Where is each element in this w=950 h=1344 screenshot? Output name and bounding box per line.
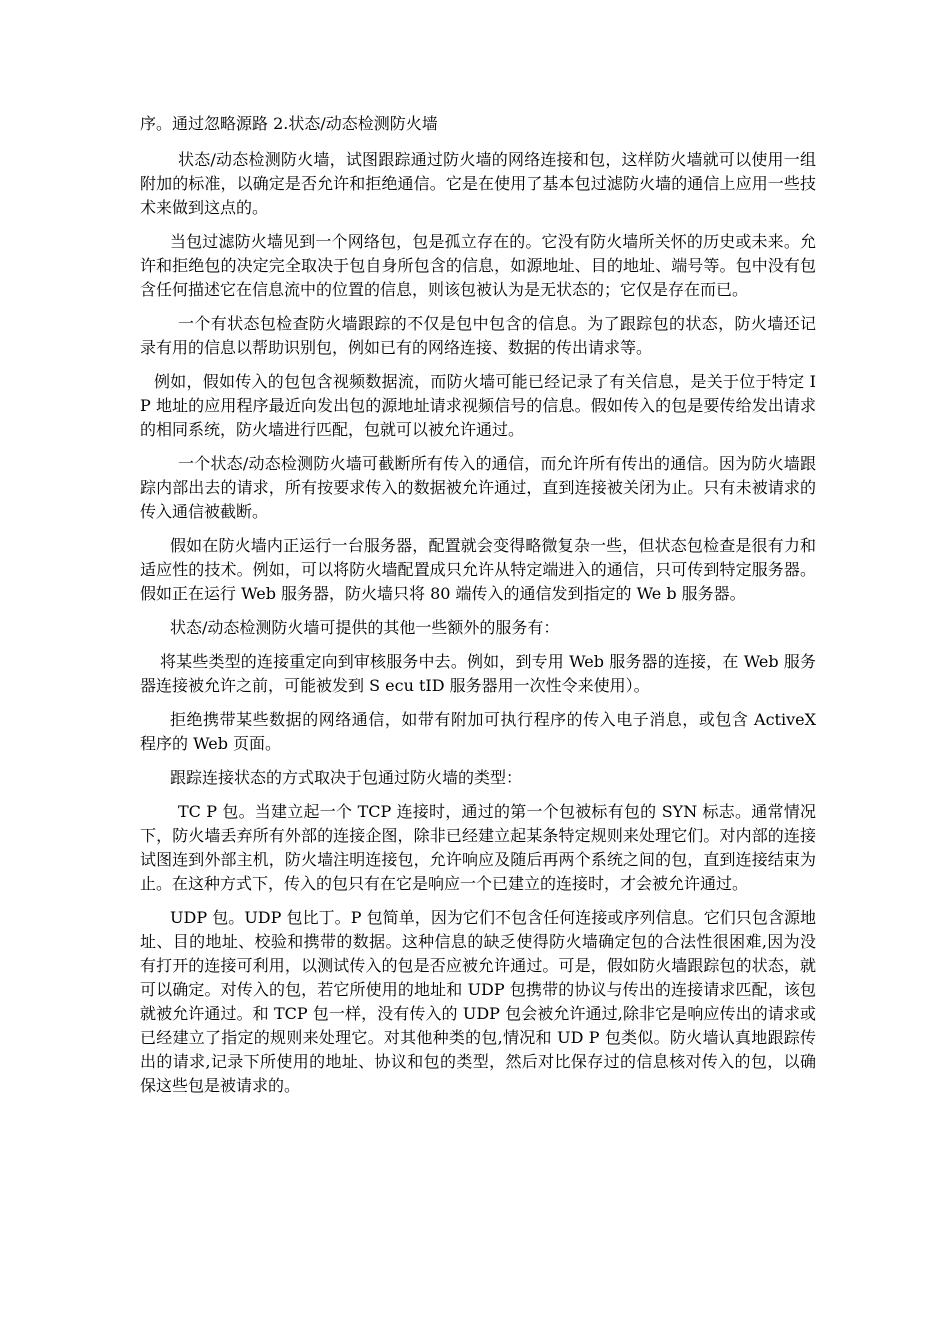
paragraph-reject-data: 拒绝携带某些数据的网络通信，如带有附加可执行程序的传入电子消息，或包含 ActiveX 程序的 Web 页面。 <box>140 710 816 753</box>
paragraph-udp-packets: UDP 包。UDP 包比丁。P 包简单，因为它们不包含任何连接或序列信息。它们只包含源地址、目的地址、校验和携带的数据。这种信息的缺乏使得防火墙确定包的合法性很困难,因为没有打开的连接可利用，以测试传入的包是否应被允许通过。可是，假如防火墙跟踪包的状态，就可以确定。对传入的包，若它所使用的地址和 UDP 包携带的协议与传出的连接请求匹配，该包就被允许通过。和 TCP 包一样，没有传入的 UDP 包会被允许通过,除非它是响应传出的请求或已经建立了指定的规则来处理它。对其他种类的包,情况和 UD P 包类似。防火墙认真地跟踪传出的请求,记录下所使用的地址、协议和包的类型，然后对比保存过的信息核对传入的包，以确保这些包是被请求的。 <box>140 908 816 1095</box>
paragraph-redirect-service: 将某些类型的连接重定向到审核服务中去。例如，到专用 Web 服务器的连接，在 Web 服务器连接被允许之前，可能被发到 S ecu tID 服务器用一次性令来使用）。 <box>140 652 816 695</box>
section-heading-line: 序。通过忽略源路 2.状态/动态检测防火墙 <box>140 114 438 133</box>
document-page <box>140 112 816 1108</box>
paragraph-stateful-tracking: 一个有状态包检查防火墙跟踪的不仅是包中包含的信息。为了跟踪包的状态，防火墙还记录有用的信息以帮助识别包，例如已有的网络连接、数据的传出请求等。 <box>140 314 816 357</box>
paragraph-tcp-packets: TC P 包。当建立起一个 TCP 连接时，通过的第一个包被标有包的 SYN 标志。通常情况下，防火墙丢弃所有外部的连接企图，除非已经建立起某条特定规则来处理它们。对内部的连接试图连到外部主机，防火墙注明连接包，允许响应及随后再两个系统之间的包，直到连接结束为止。在这种方式下，传入的包只有在它是响应一个已建立的连接时，才会被允许通过。 <box>140 802 816 893</box>
paragraph-packet-filter: 当包过滤防火墙见到一个网络包，包是孤立存在的。它没有防火墙所关怀的历史或未来。允许和拒绝包的决定完全取决于包自身所包含的信息，如源地址、目的地址、端号等。包中没有包含任何描述它在信息流中的位置的信息，则该包被认为是无状态的；它仅是存在而已。 <box>140 232 816 299</box>
paragraph-connection-state: 跟踪连接状态的方式取决于包通过防火墙的类型： <box>170 768 523 787</box>
paragraph-extra-services: 状态/动态检测防火墙可提供的其他一些额外的服务有： <box>170 618 560 637</box>
paragraph-block-incoming: 一个状态/动态检测防火墙可截断所有传入的通信，而允许所有传出的通信。因为防火墙跟踪内部出去的请求，所有按要求传入的数据被允许通过，直到连接被关闭为止。只有未被请求的传入通信被截断。 <box>140 454 816 521</box>
paragraph-server-config: 假如在防火墙内正运行一台服务器，配置就会变得略微复杂一些，但状态包检查是很有力和适应性的技术。例如，可以将防火墙配置成只允许从特定端进入的通信，只可传到特定服务器。假如正在运行 Web 服务器，防火墙只将 80 端传入的通信发到指定的 We b 服务器。 <box>140 536 816 603</box>
paragraph-video-example: 例如，假如传入的包包含视频数据流，而防火墙可能已经记录了有关信息，是关于位于特定 IP 地址的应用程序最近向发出包的源地址请求视频信号的信息。假如传入的包是要传给发出请求的相同系统，防火墙进行匹配，包就可以被允许通过。 <box>140 372 816 439</box>
paragraph-stateful-intro: 状态/动态检测防火墙，试图跟踪通过防火墙的网络连接和包，这样防火墙就可以使用一组附加的标准，以确定是否允许和拒绝通信。它是在使用了基本包过滤防火墙的通信上应用一些技术来做到这点的。 <box>140 150 816 217</box>
